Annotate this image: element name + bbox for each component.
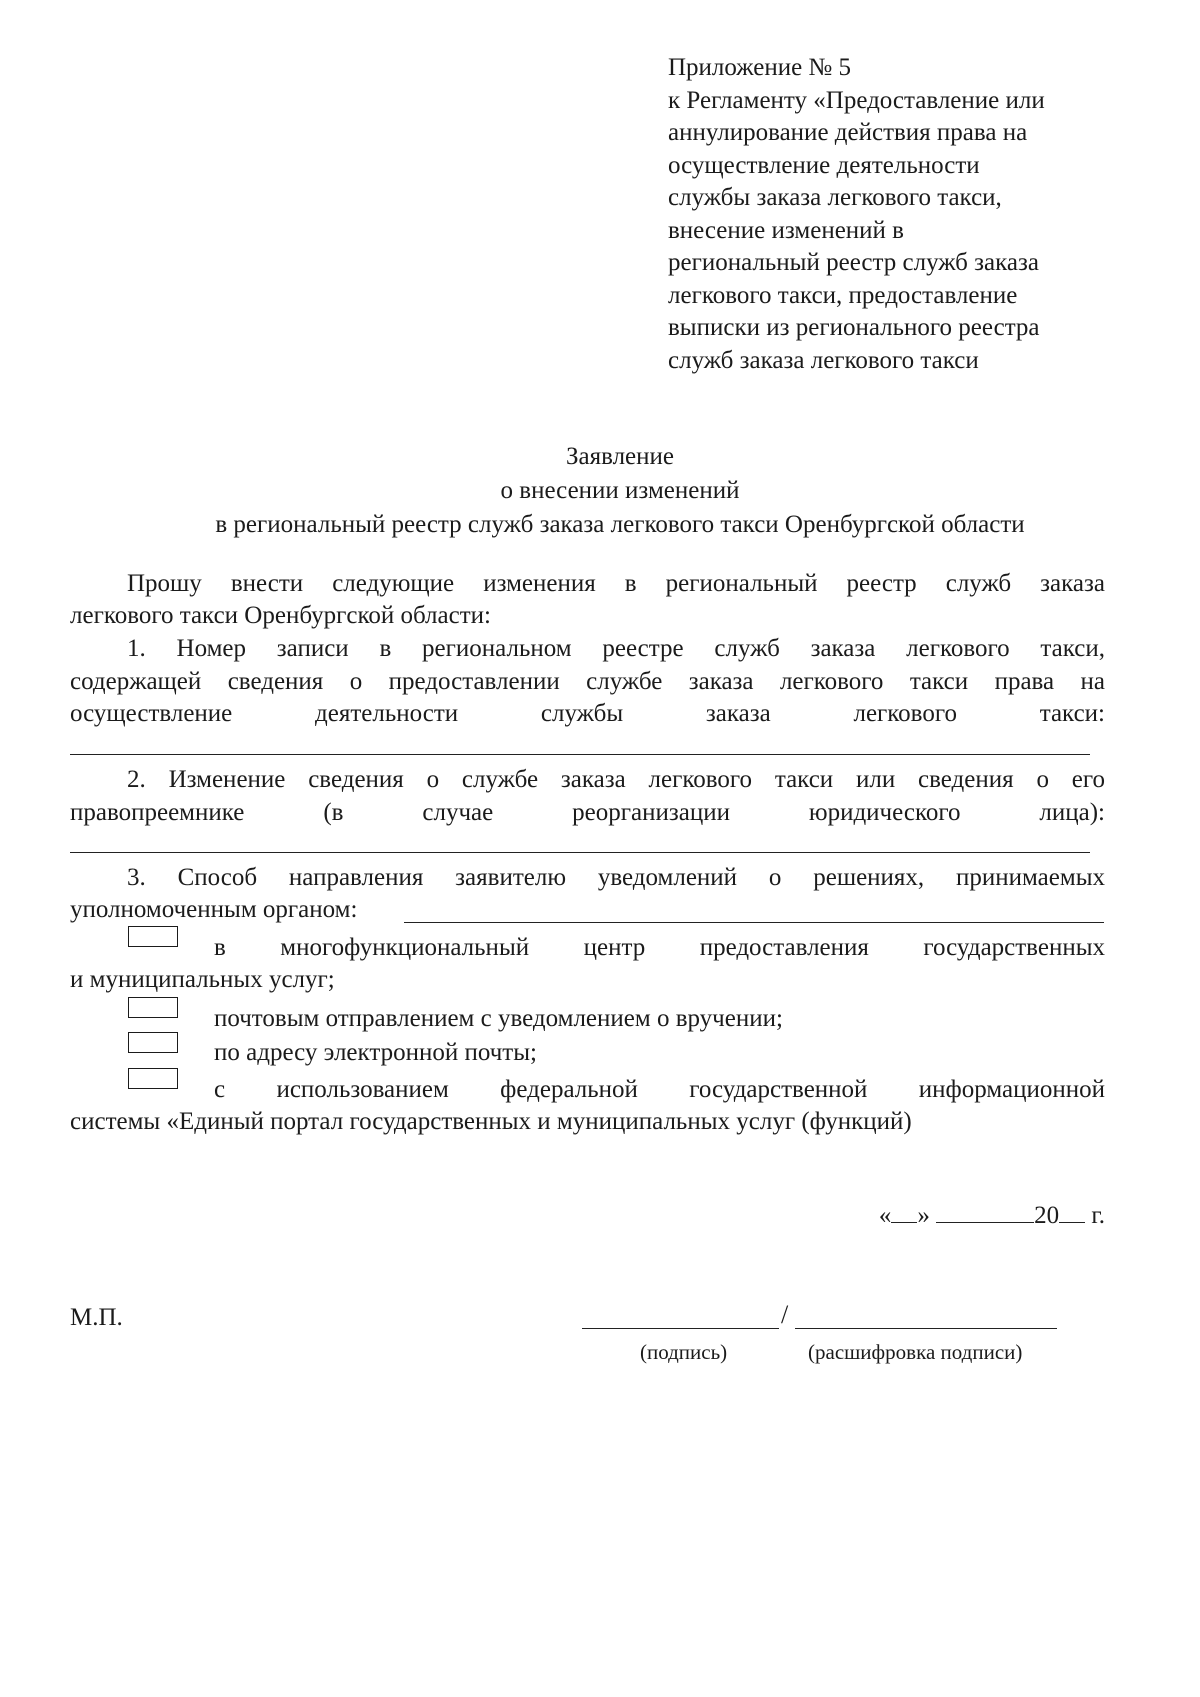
option-email: по адресу электронной почты; xyxy=(214,1039,537,1066)
item1-line-3: осуществление деятельности службы заказа легкового такси: xyxy=(70,700,1105,727)
signature-caption: (подпись) xyxy=(640,1340,728,1364)
signature-decoding-line[interactable] xyxy=(795,1328,1057,1329)
option-mfc-line-1: в многофункциональный центр предоставления государственных xyxy=(214,934,1105,961)
item3-answer-line[interactable] xyxy=(404,922,1104,923)
signature-slash: / xyxy=(781,1300,789,1329)
day-blank[interactable] xyxy=(891,1200,917,1223)
mail-checkbox[interactable] xyxy=(128,997,178,1018)
item3-line-2: уполномоченным органом: xyxy=(70,896,358,923)
intro-line-2: легкового такси Оренбургской области: xyxy=(70,602,491,629)
title-line-3: в региональный реестр служб заказа легкового такси Оренбургской области xyxy=(215,511,1025,538)
annex-line: службы заказа легкового такси, xyxy=(668,184,1002,211)
email-checkbox[interactable] xyxy=(128,1032,178,1053)
annex-line: осуществление деятельности xyxy=(668,151,980,179)
item1-line-1: 1. Номер записи в региональном реестре служб заказа легкового такси, xyxy=(127,635,1105,662)
date-open-quote: « xyxy=(878,1202,892,1229)
item1-answer-line[interactable] xyxy=(70,754,1090,755)
date-field xyxy=(879,1200,1105,1230)
annex-line: Приложение № 5 xyxy=(668,54,852,81)
mfc-checkbox[interactable] xyxy=(128,926,178,947)
item3-line-1: 3. Способ направления заявителю уведомлений о решениях, принимаемых xyxy=(127,864,1105,891)
annex-line: выписки из регионального реестра xyxy=(668,314,1040,341)
option-mfc-line-2: и муниципальных услуг; xyxy=(70,966,335,993)
year-prefix: 20 xyxy=(1034,1202,1060,1229)
document-title xyxy=(0,440,1200,542)
intro-line-1: Прошу внести следующие изменения в региональный реестр служб заказа xyxy=(127,570,1105,597)
decoding-caption: (расшифровка подписи) xyxy=(808,1340,1023,1364)
item2-line-2: правопреемнике (в случае реорганизации юридического лица): xyxy=(70,799,1105,826)
annex-line: внесение изменений в xyxy=(668,216,904,244)
year-suffix: г. xyxy=(1091,1202,1105,1229)
stamp-label: М.П. xyxy=(70,1304,123,1331)
month-blank[interactable] xyxy=(936,1200,1034,1223)
annex-line: легкового такси, предоставление xyxy=(668,281,1018,309)
item2-answer-line[interactable] xyxy=(70,852,1090,853)
item1-line-2: содержащей сведения о предоставлении службе заказа легкового такси права на xyxy=(70,668,1105,695)
epgu-checkbox[interactable] xyxy=(128,1068,178,1089)
date-close-quote: » xyxy=(917,1202,930,1229)
annex-line: аннулирование действия права на xyxy=(668,119,1028,146)
option-epgu-line-1: с использованием федеральной государственной информационной xyxy=(214,1076,1105,1103)
title-line-1: Заявление xyxy=(565,443,675,470)
option-mail: почтовым отправлением с уведомлением о вручении; xyxy=(214,1005,783,1032)
annex-line: к Регламенту «Предоставление или xyxy=(668,86,1045,114)
item2-line-1: 2. Изменение сведения о службе заказа легкового такси или сведения о его xyxy=(127,766,1105,793)
signature-line[interactable] xyxy=(582,1328,779,1329)
annex-header xyxy=(668,52,1118,377)
option-epgu-line-2: системы «Единый портал государственных и муниципальных услуг (функций) xyxy=(70,1108,912,1135)
title-line-2: о внесении изменений xyxy=(500,477,740,504)
year-blank[interactable] xyxy=(1059,1200,1085,1223)
annex-line: региональный реестр служб заказа xyxy=(668,249,1039,276)
annex-line: служб заказа легкового такси xyxy=(668,346,979,374)
